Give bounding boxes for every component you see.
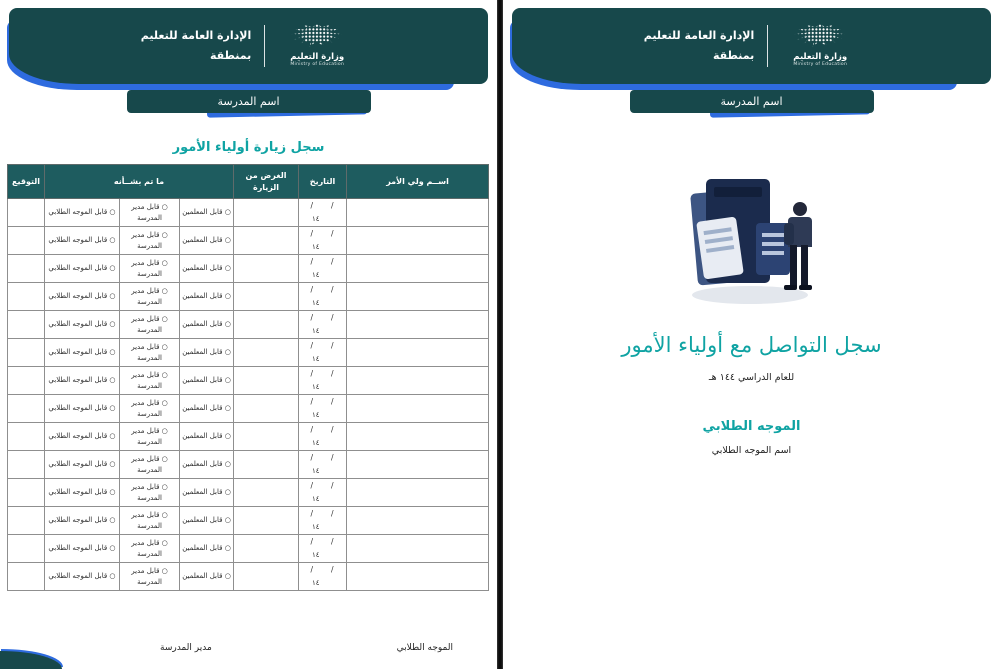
header-bar — [512, 8, 991, 84]
cell-met-principal: ○ قابل مدير المدرسة — [120, 339, 180, 367]
cell-met-principal: ○ قابل مدير المدرسة — [120, 227, 180, 255]
cell-signature — [7, 283, 44, 311]
col-signature: التوقيع — [7, 165, 44, 199]
date-slashes: / / — [310, 341, 335, 351]
cell-met-principal: ○ قابل مدير المدرسة — [120, 199, 180, 227]
visit-table — [7, 164, 489, 591]
date-slashes: / / — [310, 313, 335, 323]
cell-date — [299, 479, 347, 507]
cell-parent-name — [347, 451, 489, 479]
table-row — [7, 311, 488, 339]
cell-met-counselor: ○ قابل الموجه الطلابي — [44, 535, 119, 563]
date-year: ١٤ — [312, 326, 320, 335]
cell-date — [299, 199, 347, 227]
cell-met-principal: ○ قابل مدير المدرسة — [120, 367, 180, 395]
cell-met-principal: ○ قابل مدير المدرسة — [120, 423, 180, 451]
cell-met-counselor: ○ قابل الموجه الطلابي — [44, 255, 119, 283]
date-year: ١٤ — [312, 466, 320, 475]
folders-illustration — [672, 157, 832, 307]
ministry-name-en: Ministry of Education — [290, 61, 345, 67]
cell-date — [299, 283, 347, 311]
ministry-emblem-icon — [793, 24, 847, 50]
ministry-logo — [781, 24, 859, 68]
cell-parent-name — [347, 395, 489, 423]
cell-met-counselor: ○ قابل الموجه الطلابي — [44, 395, 119, 423]
cell-purpose — [234, 255, 299, 283]
cell-met-teachers: ○ قابل المعلمين — [180, 479, 234, 507]
org-block — [141, 26, 252, 66]
table-row — [7, 367, 488, 395]
cell-met-counselor: ○ قابل الموجه الطلابي — [44, 451, 119, 479]
cell-met-counselor: ○ قابل الموجه الطلابي — [44, 367, 119, 395]
cell-met-principal: ○ قابل مدير المدرسة — [120, 395, 180, 423]
cell-purpose — [234, 339, 299, 367]
cell-met-principal: ○ قابل مدير المدرسة — [120, 311, 180, 339]
date-slashes: / / — [310, 537, 335, 547]
cell-met-teachers: ○ قابل المعلمين — [180, 311, 234, 339]
date-slashes: / / — [310, 201, 335, 211]
table-row — [7, 507, 488, 535]
cell-met-teachers: ○ قابل المعلمين — [180, 339, 234, 367]
table-row — [7, 339, 488, 367]
date-year: ١٤ — [312, 578, 320, 587]
ministry-name-ar: وزارة التعليم — [793, 51, 848, 62]
cell-met-teachers: ○ قابل المعلمين — [180, 255, 234, 283]
cell-date — [299, 563, 347, 591]
cell-signature — [7, 227, 44, 255]
date-slashes: / / — [310, 285, 335, 295]
date-slashes: / / — [310, 257, 335, 267]
cell-parent-name — [347, 227, 489, 255]
communication-log-title: سجل التواصل مع أولياء الأمور — [621, 333, 882, 357]
cell-met-teachers: ○ قابل المعلمين — [180, 367, 234, 395]
table-header-row — [7, 165, 488, 199]
date-slashes: / / — [310, 481, 335, 491]
org-block — [644, 26, 755, 66]
cell-signature — [7, 255, 44, 283]
cell-met-counselor: ○ قابل الموجه الطلابي — [44, 283, 119, 311]
cell-date — [299, 227, 347, 255]
header-divider-line — [264, 25, 265, 67]
cell-met-teachers: ○ قابل المعلمين — [180, 395, 234, 423]
cell-parent-name — [347, 479, 489, 507]
date-slashes: / / — [310, 453, 335, 463]
col-purpose: الغرض من الزيارة — [234, 165, 299, 199]
footer-principal-label: مدير المدرسة — [160, 643, 212, 653]
table-row — [7, 451, 488, 479]
table-row — [7, 395, 488, 423]
cell-purpose — [234, 283, 299, 311]
date-year: ١٤ — [312, 522, 320, 531]
cell-date — [299, 507, 347, 535]
footer-counselor-label: الموجه الطلابي — [396, 643, 453, 653]
col-parent-name: اســم ولي الأمر — [347, 165, 489, 199]
org-name: الإدارة العامة للتعليم — [643, 29, 755, 43]
table-row — [7, 283, 488, 311]
cell-date — [299, 339, 347, 367]
cell-met-teachers: ○ قابل المعلمين — [180, 451, 234, 479]
date-year: ١٤ — [312, 354, 320, 363]
cell-parent-name — [347, 199, 489, 227]
cell-met-principal: ○ قابل مدير المدرسة — [120, 535, 180, 563]
date-slashes: / / — [310, 509, 335, 519]
table-row — [7, 255, 488, 283]
left-page-footer — [0, 643, 497, 655]
cell-purpose — [234, 367, 299, 395]
cell-met-teachers: ○ قابل المعلمين — [180, 563, 234, 591]
cell-met-principal: ○ قابل مدير المدرسة — [120, 451, 180, 479]
counselor-section-label: الموجه الطلابي — [702, 419, 801, 434]
visit-log-title: سجل زيارة أولياء الأمور — [172, 140, 325, 155]
cell-parent-name — [347, 367, 489, 395]
cell-date — [299, 423, 347, 451]
cell-date — [299, 367, 347, 395]
date-year: ١٤ — [312, 410, 320, 419]
header-bar — [9, 8, 488, 84]
ministry-name-ar: وزارة التعليم — [290, 51, 345, 62]
date-slashes: / / — [310, 397, 335, 407]
org-name: الإدارة العامة للتعليم — [140, 29, 252, 43]
cell-met-counselor: ○ قابل الموجه الطلابي — [44, 479, 119, 507]
cell-purpose — [234, 311, 299, 339]
cell-met-principal: ○ قابل مدير المدرسة — [120, 283, 180, 311]
ministry-emblem-icon — [290, 24, 344, 50]
cell-date — [299, 451, 347, 479]
cell-signature — [7, 423, 44, 451]
folders-person-icon — [672, 157, 832, 307]
cell-purpose — [234, 423, 299, 451]
school-name-wrap — [127, 90, 371, 113]
cell-signature — [7, 311, 44, 339]
cell-signature — [7, 479, 44, 507]
table-row — [7, 227, 488, 255]
table-row — [7, 199, 488, 227]
cell-parent-name — [347, 339, 489, 367]
header-banner — [512, 8, 991, 87]
cell-signature — [7, 563, 44, 591]
date-year: ١٤ — [312, 550, 320, 559]
school-name-wrap — [630, 90, 874, 113]
cell-date — [299, 255, 347, 283]
header-divider-line — [767, 25, 768, 67]
col-action: ما تم بشــأنه — [44, 165, 233, 199]
table-row — [7, 423, 488, 451]
cell-signature — [7, 451, 44, 479]
cell-met-teachers: ○ قابل المعلمين — [180, 507, 234, 535]
cell-purpose — [234, 479, 299, 507]
counselor-name-label: اسم الموجه الطلابي — [711, 445, 792, 456]
date-slashes: / / — [310, 565, 335, 575]
cell-met-principal: ○ قابل مدير المدرسة — [120, 507, 180, 535]
cell-met-counselor: ○ قابل الموجه الطلابي — [44, 227, 119, 255]
ministry-name-en: Ministry of Education — [793, 61, 848, 67]
table-row — [7, 563, 488, 591]
ministry-logo — [278, 24, 356, 68]
date-slashes: / / — [310, 425, 335, 435]
table-row — [7, 479, 488, 507]
cell-parent-name — [347, 563, 489, 591]
school-name-bar: اسم المدرسة — [127, 90, 371, 113]
cell-purpose — [234, 563, 299, 591]
academic-year-label: للعام الدراسي ١٤٤ هـ — [708, 372, 795, 383]
cell-met-counselor: ○ قابل الموجه الطلابي — [44, 339, 119, 367]
cell-met-teachers: ○ قابل المعلمين — [180, 199, 234, 227]
date-year: ١٤ — [312, 242, 320, 251]
date-slashes: / / — [310, 369, 335, 379]
cell-met-principal: ○ قابل مدير المدرسة — [120, 255, 180, 283]
cell-signature — [7, 535, 44, 563]
cell-signature — [7, 507, 44, 535]
header-banner — [9, 8, 488, 87]
date-year: ١٤ — [312, 214, 320, 223]
cell-signature — [7, 395, 44, 423]
school-name-bar: اسم المدرسة — [630, 90, 874, 113]
cell-met-counselor: ○ قابل الموجه الطلابي — [44, 507, 119, 535]
cell-purpose — [234, 395, 299, 423]
cell-met-principal: ○ قابل مدير المدرسة — [120, 479, 180, 507]
cell-parent-name — [347, 283, 489, 311]
date-slashes: / / — [310, 229, 335, 239]
left-page — [0, 0, 497, 669]
date-year: ١٤ — [312, 438, 320, 447]
cell-met-teachers: ○ قابل المعلمين — [180, 423, 234, 451]
date-year: ١٤ — [312, 270, 320, 279]
cell-purpose — [234, 227, 299, 255]
cell-met-counselor: ○ قابل الموجه الطلابي — [44, 311, 119, 339]
cell-signature — [7, 339, 44, 367]
cell-met-counselor: ○ قابل الموجه الطلابي — [44, 563, 119, 591]
date-year: ١٤ — [312, 494, 320, 503]
cell-parent-name — [347, 255, 489, 283]
cell-met-principal: ○ قابل مدير المدرسة — [120, 563, 180, 591]
cell-signature — [7, 367, 44, 395]
cell-met-counselor: ○ قابل الموجه الطلابي — [44, 423, 119, 451]
cell-met-teachers: ○ قابل المعلمين — [180, 535, 234, 563]
date-year: ١٤ — [312, 382, 320, 391]
cell-purpose — [234, 507, 299, 535]
cell-met-teachers: ○ قابل المعلمين — [180, 227, 234, 255]
cell-met-counselor: ○ قابل الموجه الطلابي — [44, 199, 119, 227]
table-row — [7, 535, 488, 563]
org-region: بمنطقة — [712, 49, 755, 62]
org-region: بمنطقة — [209, 49, 252, 62]
cell-signature — [7, 199, 44, 227]
visit-table-body — [7, 199, 488, 591]
cell-parent-name — [347, 507, 489, 535]
cell-purpose — [234, 451, 299, 479]
cell-parent-name — [347, 423, 489, 451]
cell-date — [299, 311, 347, 339]
cell-purpose — [234, 535, 299, 563]
cell-met-teachers: ○ قابل المعلمين — [180, 283, 234, 311]
cell-date — [299, 395, 347, 423]
date-year: ١٤ — [312, 298, 320, 307]
cell-date — [299, 535, 347, 563]
cell-purpose — [234, 199, 299, 227]
cell-parent-name — [347, 535, 489, 563]
col-date: التاريخ — [299, 165, 347, 199]
right-page — [503, 0, 1000, 669]
cell-parent-name — [347, 311, 489, 339]
